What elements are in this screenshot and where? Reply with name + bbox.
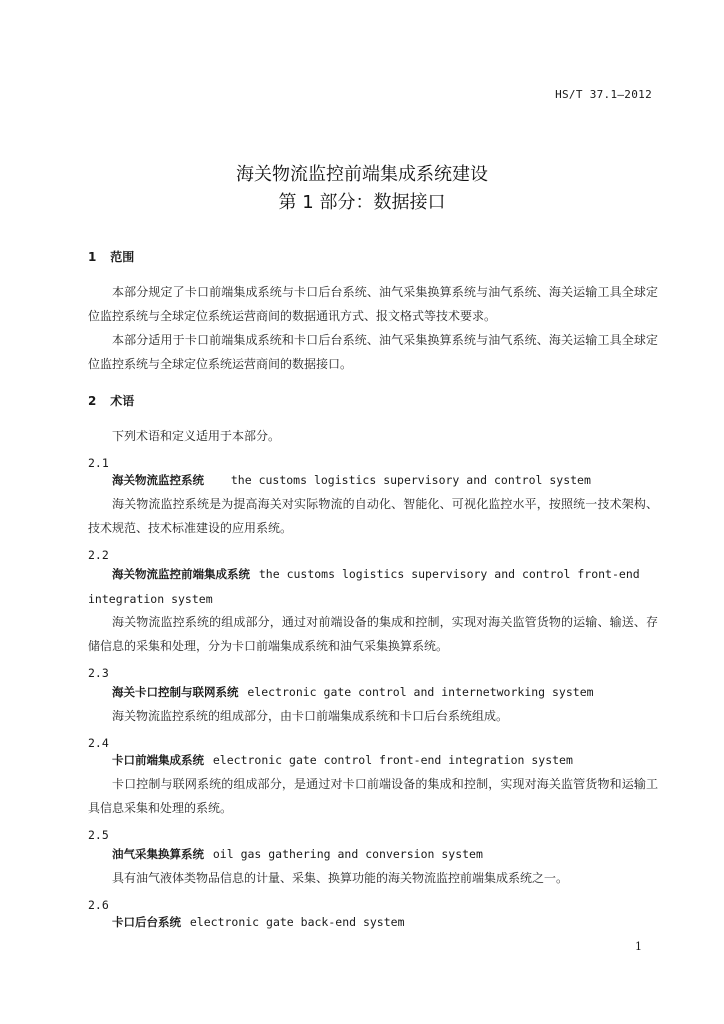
section-number: 1 <box>88 250 97 264</box>
term-definition: 具有油气液体类物品信息的计量、采集、换算功能的海关物流监控前端集成系统之一。 <box>112 871 569 885</box>
term-zh: 卡口前端集成系统 <box>112 753 204 767</box>
section-heading-terms <box>88 392 134 409</box>
term-heading <box>112 842 658 867</box>
standard-code: HS/T 37.1—2012 <box>555 88 652 101</box>
term-zh: 海关物流监控系统 <box>112 473 204 487</box>
term-definition: 卡口控制与联网系统的组成部分，是通过对卡口前端设备的集成和控制，实现对海关监管货物和运输工具信息采集和处理的系统。 <box>88 777 658 815</box>
scope-paragraph-1: 本部分规定了卡口前端集成系统与卡口后台系统、油气采集换算系统与油气系统、海关运输工具全球定位监控系统与全球定位系统运营商间的数据通讯方式、报文格式等技术要求。 <box>88 285 658 323</box>
term-number: 2.6 <box>88 898 109 912</box>
term-en: electronic gate back-end system <box>189 915 405 929</box>
scope-paragraph-2: 本部分适用于卡口前端集成系统和卡口后台系统、油气采集换算系统与油气系统、海关运输工具全球定位监控系统与全球定位系统运营商间的数据接口。 <box>88 333 658 371</box>
term-definition: 海关物流监控系统是为提高海关对实际物流的自动化、智能化、可视化监控水平，按照统一技术架构、技术规范、技术标准建设的应用系统。 <box>88 497 658 535</box>
term-number: 2.3 <box>88 666 109 680</box>
term-number: 2.2 <box>88 548 109 562</box>
term-zh: 油气采集换算系统 <box>112 847 204 861</box>
section-title: 术语 <box>110 394 135 408</box>
term-number: 2.5 <box>88 828 109 842</box>
section-heading-scope <box>88 248 134 265</box>
term-en: electronic gate control and internetworking system <box>247 685 594 699</box>
term-heading <box>112 562 658 587</box>
term-heading <box>112 468 658 493</box>
term-heading <box>112 748 658 773</box>
term-en: electronic gate control front-end integration system <box>212 753 573 767</box>
document-title: 海关物流监控前端集成系统建设 <box>236 164 488 185</box>
term-zh: 海关卡口控制与联网系统 <box>112 685 239 699</box>
term-number: 2.4 <box>88 736 109 750</box>
term-en-continuation: integration system <box>88 592 213 606</box>
section-title: 范围 <box>110 250 135 264</box>
term-heading <box>112 680 658 705</box>
term-definition: 海关物流监控系统的组成部分，通过对前端设备的集成和控制，实现对海关监管货物的运输、输送、存储信息的采集和处理，分为卡口前端集成系统和油气采集换算系统。 <box>88 615 658 653</box>
section-number: 2 <box>88 394 97 408</box>
terms-intro: 下列术语和定义适用于本部分。 <box>112 429 281 443</box>
term-en: oil gas gathering and conversion system <box>212 847 483 861</box>
document-subtitle: 第 1 部分：数据接口 <box>278 192 446 213</box>
term-zh: 海关物流监控前端集成系统 <box>112 567 250 581</box>
page-number: 1 <box>635 940 642 953</box>
term-definition: 海关物流监控系统的组成部分，由卡口前端集成系统和卡口后台系统组成。 <box>112 709 509 723</box>
term-en: the customs logistics supervisory and control front-end <box>258 567 640 581</box>
term-number: 2.1 <box>88 456 109 470</box>
term-heading <box>112 910 658 935</box>
term-en: the customs logistics supervisory and control system <box>230 473 591 487</box>
term-zh: 卡口后台系统 <box>112 915 181 929</box>
